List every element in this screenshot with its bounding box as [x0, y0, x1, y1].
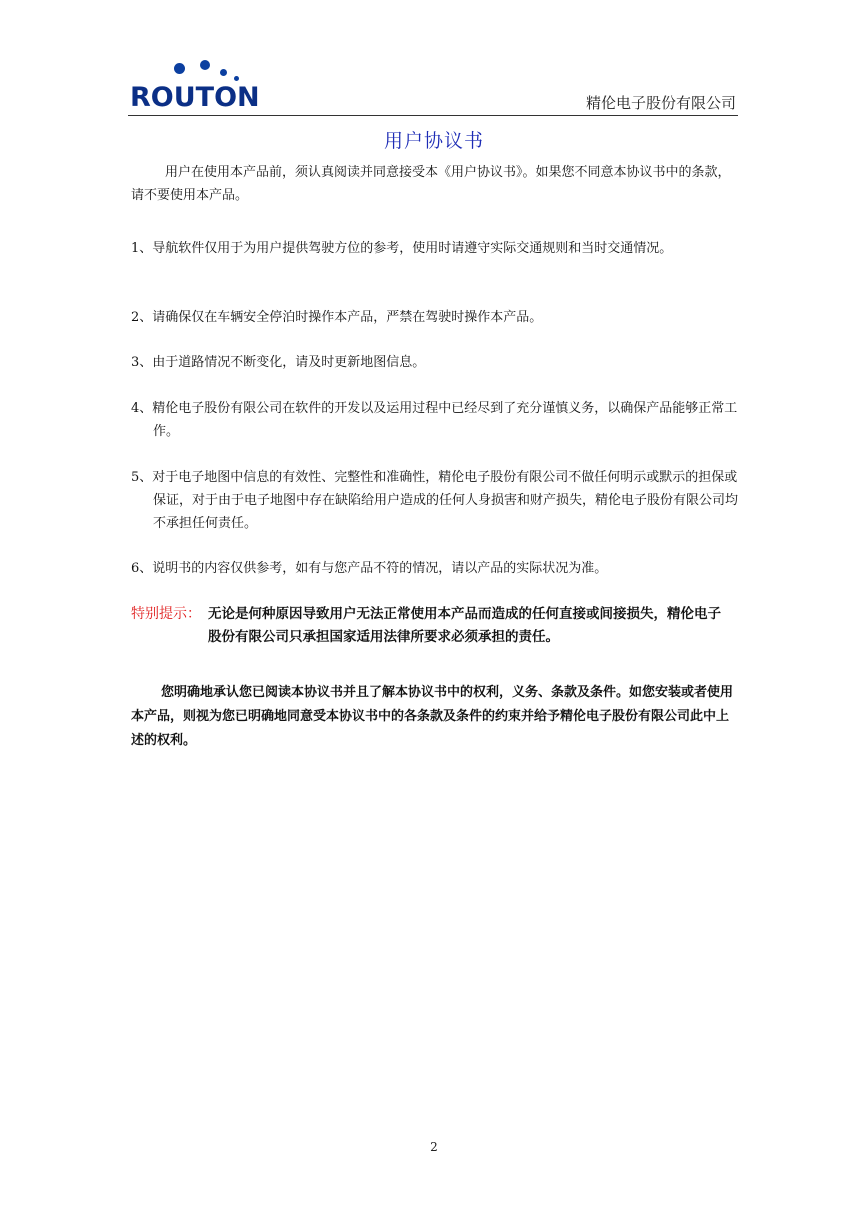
- agreement-item-4: 4、精伦电子股份有限公司在软件的开发以及运用过程中已经尽到了充分谨慎义务，以确保产品能够正常工作。: [131, 401, 738, 439]
- special-notice-label: 特别提示：: [131, 606, 201, 622]
- logo-dot: [220, 69, 227, 76]
- header-divider: [128, 115, 738, 116]
- document-title: 用户协议书: [383, 130, 484, 152]
- company-name-header: 精伦电子股份有限公司: [585, 94, 736, 112]
- agreement-item-6: 6、说明书的内容仅供参考，如有与您产品不符的情况，请以产品的实际状况为准。: [131, 561, 608, 576]
- logo-dot: [200, 60, 210, 70]
- special-notice-body: 无论是何种原因导致用户无法正常使用本产品而造成的任何直接或间接损失，精伦电子股份有限公司只承担国家适用法律所要求必须承担的责任。: [208, 606, 721, 645]
- logo-dot: [174, 63, 185, 74]
- agreement-item-3: 3、由于道路情况不断变化，请及时更新地图信息。: [131, 355, 426, 370]
- intro-paragraph: 用户在使用本产品前，须认真阅读并同意接受本《用户协议书》。如果您不同意本协议书中的条款，请不要使用本产品。: [131, 165, 731, 203]
- agreement-item-2: 2、请确保仅在车辆安全停泊时操作本产品，严禁在驾驶时操作本产品。: [131, 310, 543, 325]
- agreement-item-5: 5、对于电子地图中信息的有效性、完整性和准确性，精伦电子股份有限公司不做任何明示或默示的担保或保证，对于由于电子地图中存在缺陷给用户造成的任何人身损害和财产损失，精伦电子股份有限公司均不承担任何责任。: [131, 470, 739, 531]
- closing-paragraph: 您明确地承认您已阅读本协议书并且了解本协议书中的权利，义务、条款及条件。如您安装或者使用本产品，则视为您已明确地同意受本协议书中的各条款及条件的约束并给予精伦电子股份有限公司此中上述的权利。: [131, 685, 734, 748]
- logo-text: ROUTON: [130, 82, 260, 113]
- agreement-item-1: 1、导航软件仅用于为用户提供驾驶方位的参考，使用时请遵守实际交通规则和当时交通情况。: [131, 241, 673, 256]
- logo-dot: [234, 76, 239, 81]
- routon-logo: [130, 60, 270, 112]
- page-number: 2: [430, 1140, 438, 1154]
